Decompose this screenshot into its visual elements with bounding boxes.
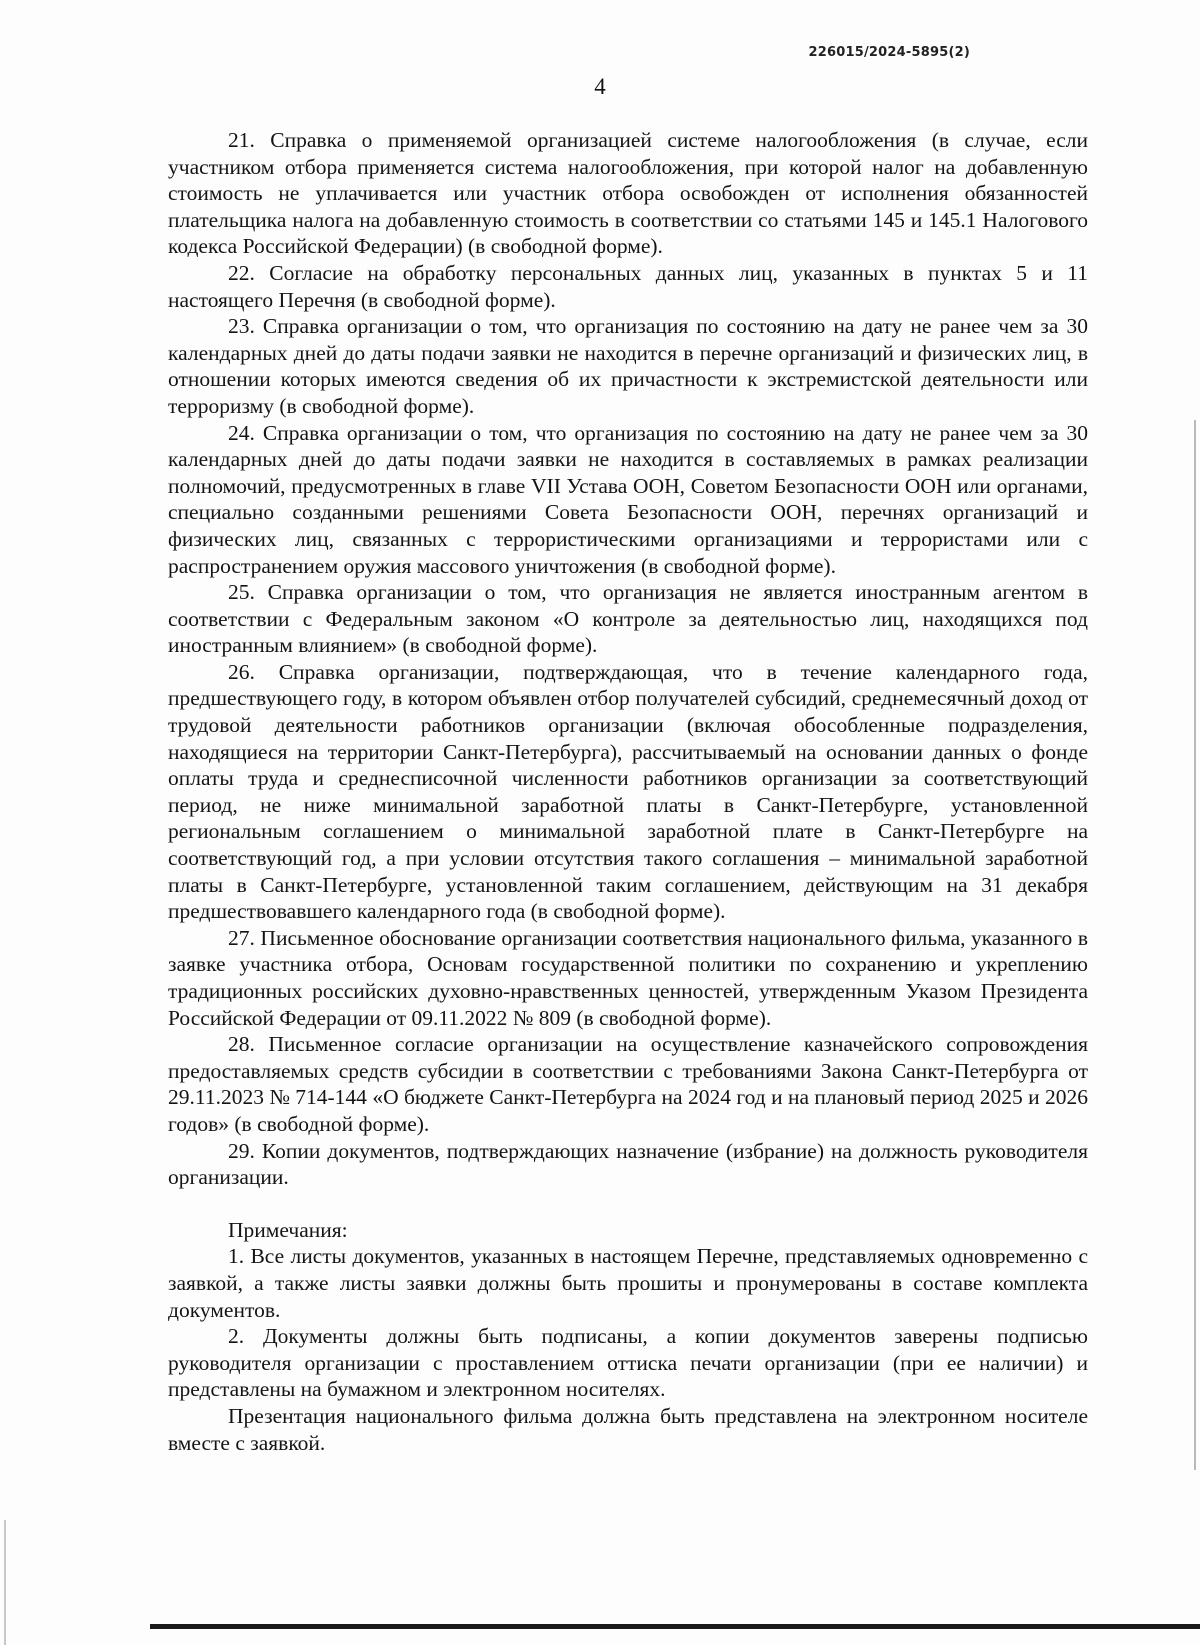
note-item-3: Презентация национального фильма должна быть представлена на электронном носителе вместе с заявкой. [168, 1403, 1088, 1455]
document-body [168, 127, 1088, 1456]
list-item-24: 24. Справка организации о том, что организация по состоянию на дату не ранее чем за 30 календарных дней до даты подачи заявки не находится в составляемых в рамках реализации полномочий, предусмотренных в главе VII Устава ООН, Советом Безопасности ООН или органами, специально созданными решениями Совета Безопасности ООН, перечнях организаций и физических лиц, связанных с террористическими организациями и террористами или с распространением оружия массового уничтожения (в свободной форме). [168, 420, 1088, 578]
list-item-25: 25. Справка организации о том, что организация не является иностранным агентом в соответствии с Федеральным законом «О контроле за деятельностью лиц, находящихся под иностранным влиянием» (в свободной форме). [168, 580, 1088, 658]
note-item-1: 1. Все листы документов, указанных в настоящем Перечне, представляемых одновременно с заявкой, а также листы заявки должны быть прошиты и пронумерованы в составе комплекта документов. [168, 1244, 1088, 1322]
list-item-23: 23. Справка организации о том, что организация по состоянию на дату не ранее чем за 30 календарных дней до даты подачи заявки не находится в перечне организаций и физических лиц, в отношении которых имеются сведения об их причастности к экстремистской деятельности или терроризму (в свободной форме). [168, 314, 1088, 418]
document-registration-number: 226015/2024-5895(2) [808, 45, 970, 60]
note-item-2: 2. Документы должны быть подписаны, а копии документов заверены подписью руководителя организации с проставлением оттиска печати организации (при ее наличии) и представлены на бумажном и электронном носителях. [168, 1324, 1088, 1402]
scan-edge-shadow-left [4, 1520, 6, 1645]
list-item-29: 29. Копии документов, подтверждающих назначение (избрание) на должность руководителя организации. [168, 1138, 1088, 1190]
page-number: 4 [594, 74, 606, 99]
list-item-21: 21. Справка о применяемой организацией системе налогообложения (в случае, если участником отбора применяется система налогообложения, при которой налог на добавленную стоимость не уплачивается или участник отбора освобожден от исполнения обязанностей плательщика налога на добавленную стоимость в соответствии со статьями 145 и 145.1 Налогового кодекса Российской Федерации) (в свободной форме). [168, 128, 1088, 259]
scan-edge-shadow-right [1194, 420, 1196, 1470]
section-spacer [168, 1191, 1088, 1217]
list-item-26: 26. Справка организации, подтверждающая, что в течение календарного года, предшествующего году, в котором объявлен отбор получателей субсидий, среднемесячный доход от трудовой деятельности работников организации (включая обособленные подразделения, находящиеся на территории Санкт-Петербурга), рассчитываемый на основании данных о фонде оплаты труда и среднесписочной численности работников организации за соответствующий период, не ниже минимальной заработной платы в Санкт-Петербурге, установленной региональным соглашением о минимальной заработной плате в Санкт-Петербурге на соответствующий год, а при условии отсутствия такого соглашения – минимальной заработной платы в Санкт-Петербурге, установленной таким соглашением, действующим на 31 декабря предшествовавшего календарного года (в свободной форме). [168, 659, 1088, 924]
list-item-27: 27. Письменное обоснование организации соответствия национального фильма, указанного в заявке участника отбора, Основам государственной политики по сохранению и укреплению традиционных российских духовно-нравственных ценностей, утвержденным Указом Президента Российской Федерации от 09.11.2022 № 809 (в свободной форме). [168, 925, 1088, 1030]
scan-edge-shadow-bottom [150, 1624, 1200, 1629]
notes-title: Примечания: [228, 1217, 348, 1242]
list-item-22: 22. Согласие на обработку персональных данных лиц, указанных в пунктах 5 и 11 настоящего Перечня (в свободной форме). [168, 260, 1088, 312]
list-item-28: 28. Письменное согласие организации на осуществление казначейского сопровождения предоставляемых средств субсидии в соответствии с требованиями Закона Санкт-Петербурга от 29.11.2023 № 714-144 «О бюджете Санкт-Петербурга на 2024 год и на плановый период 2025 и 2026 годов» (в свободной форме). [168, 1032, 1088, 1136]
